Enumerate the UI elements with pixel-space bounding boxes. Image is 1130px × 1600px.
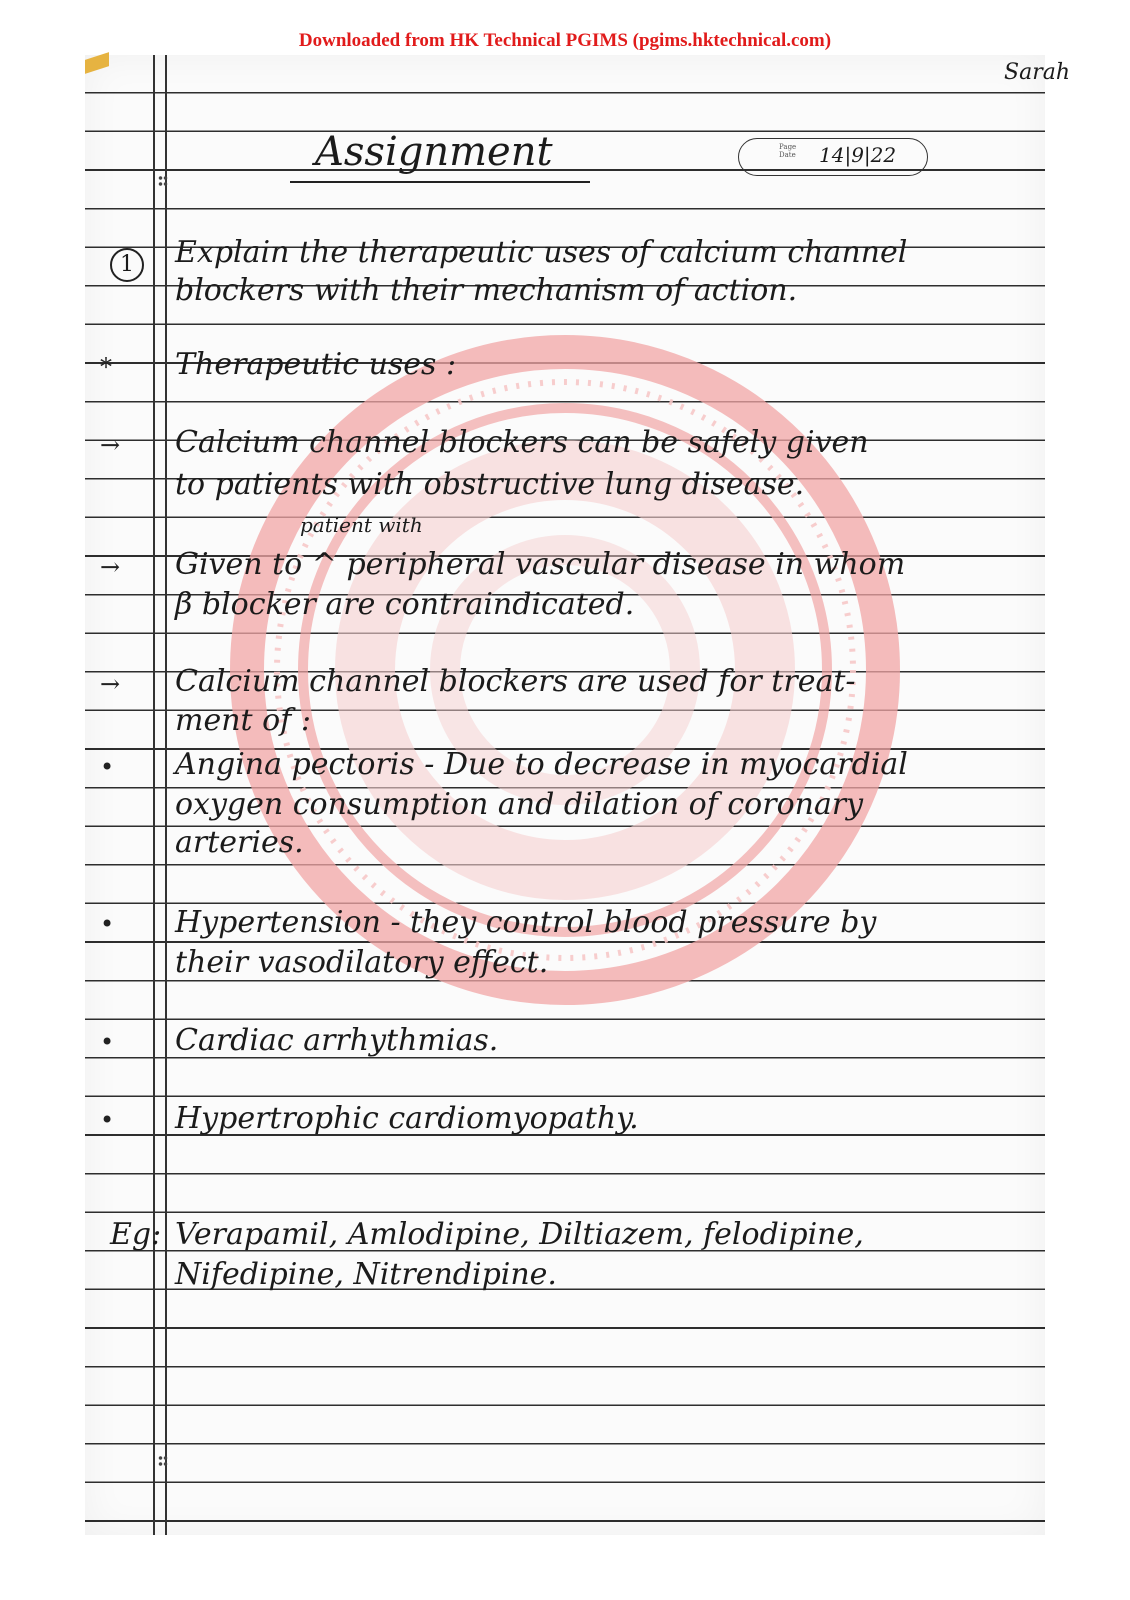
bullet-marker: • bbox=[100, 910, 115, 938]
bullet-line: Hypertrophic cardiomyopathy. bbox=[175, 1101, 639, 1136]
date-box-labels bbox=[779, 143, 796, 160]
bullet-line: Hypertension - they control blood pressure by bbox=[175, 905, 877, 940]
student-name: Sarah bbox=[1004, 60, 1070, 85]
bullet-line: their vasodilatory effect. bbox=[175, 945, 549, 980]
question-line: Explain the therapeutic uses of calcium channel bbox=[175, 235, 908, 270]
point-line: β blocker are contraindicated. bbox=[175, 587, 635, 622]
point-line: Calcium channel blockers are used for treat- bbox=[175, 664, 856, 699]
margin-line-right bbox=[165, 55, 167, 1535]
binding-dots-bottom bbox=[158, 1455, 168, 1467]
point-line: Given to ^ peripheral vascular disease in whom bbox=[175, 547, 906, 582]
margin-line-left bbox=[153, 55, 155, 1535]
question-line: blockers with their mechanism of action. bbox=[175, 273, 798, 308]
bullet-marker: • bbox=[100, 1028, 115, 1056]
title-underline bbox=[290, 181, 590, 183]
bullet-line: Cardiac arrhythmias. bbox=[175, 1023, 499, 1058]
date-label: Date bbox=[779, 151, 796, 160]
example-line: Nifedipine, Nitrendipine. bbox=[175, 1257, 557, 1292]
bullet-line: Angina pectoris - Due to decrease in myocardial bbox=[175, 747, 908, 782]
question-number: 1 bbox=[110, 248, 144, 282]
point-line: Calcium channel blockers can be safely given bbox=[175, 425, 869, 460]
point-line: ment of : bbox=[175, 703, 311, 738]
page-label: Page bbox=[779, 143, 797, 151]
page-title: Assignment bbox=[315, 129, 553, 175]
insert-annotation: patient with bbox=[300, 513, 423, 537]
bullet-line: oxygen consumption and dilation of coronary bbox=[175, 787, 864, 822]
download-banner[interactable]: Downloaded from HK Technical PGIMS (pgims.hktechnical.com) bbox=[298, 30, 832, 51]
arrow-marker: → bbox=[100, 670, 121, 698]
heading-star-marker: * bbox=[100, 353, 112, 381]
date-box bbox=[738, 138, 928, 176]
section-heading: Therapeutic uses : bbox=[175, 347, 457, 382]
bullet-marker: • bbox=[100, 1106, 115, 1134]
bullet-line: arteries. bbox=[175, 825, 304, 860]
point-line: to patients with obstructive lung disease. bbox=[175, 467, 805, 502]
binding-dots-top bbox=[158, 175, 168, 187]
arrow-marker: → bbox=[100, 431, 121, 459]
date-value: 14|9|22 bbox=[819, 143, 897, 167]
arrow-marker: → bbox=[100, 553, 121, 581]
bullet-marker: • bbox=[100, 753, 115, 781]
example-line: Verapamil, Amlodipine, Diltiazem, felodipine, bbox=[175, 1217, 864, 1252]
example-label: Eg: bbox=[110, 1217, 162, 1252]
